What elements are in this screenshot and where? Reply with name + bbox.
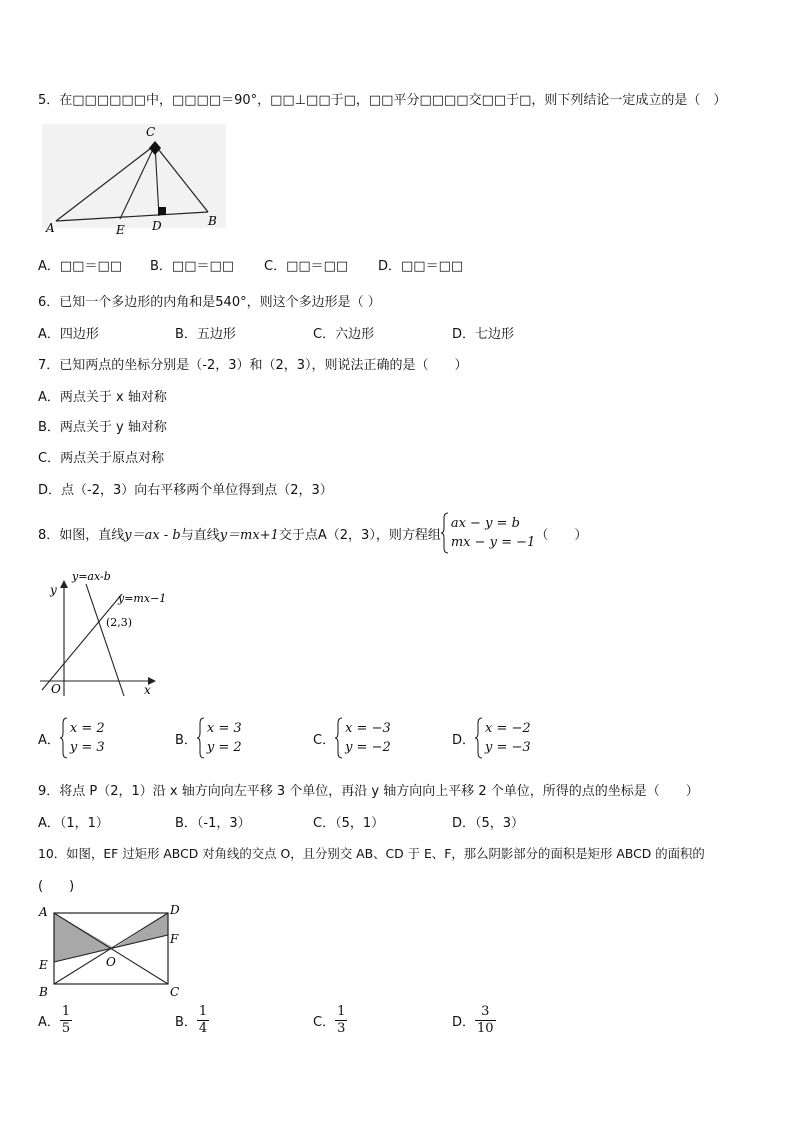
q5-option-a[interactable]: A．□□＝□□ <box>38 259 123 274</box>
q6-option-c[interactable]: C．六边形 <box>313 327 375 342</box>
brace-icon <box>441 512 449 554</box>
q10-option-c-denominator: 3 <box>337 1021 346 1036</box>
q8-line1-equation: y＝ax - b <box>124 527 181 543</box>
q8-label-origin: O <box>51 682 61 696</box>
q8-figure <box>36 566 166 700</box>
q10-option-c-numerator: 1 <box>337 1004 346 1019</box>
q8-label-x-axis: x <box>144 683 151 697</box>
q8-equation-system <box>441 514 535 552</box>
q10-label-o: O <box>106 955 116 969</box>
q10-label-d: D <box>170 903 180 917</box>
q8-option-c-x: x = −3 <box>345 721 391 736</box>
q10-label-f: F <box>170 932 179 946</box>
q8-option-b[interactable] <box>175 719 242 757</box>
q8-option-c[interactable] <box>313 719 391 757</box>
q8-option-d-letter: D． <box>452 732 476 748</box>
q10-option-b-numerator: 1 <box>198 1004 208 1019</box>
q10-option-d[interactable] <box>452 1004 496 1037</box>
q8-y-axis-arrow-icon <box>60 580 68 588</box>
q10-option-b-fraction <box>197 1004 209 1037</box>
q8-line-mx-1 <box>42 594 122 690</box>
q8-stem-after: （ ） <box>535 527 588 543</box>
q8-option-c-y: y = −2 <box>345 740 391 755</box>
q8-label-point: (2,3) <box>106 616 133 629</box>
q6-stem: 6．已知一个多边形的内角和是540°，则这个多边形是（ ） <box>38 295 381 310</box>
q8-option-b-system <box>197 719 242 757</box>
q7-stem: 7．已知两点的坐标分别是（-2，3）和（2，3），则说法正确的是（ ） <box>38 358 468 373</box>
q8-option-d-system <box>475 719 531 757</box>
q10-option-a-denominator: 5 <box>61 1021 71 1036</box>
q10-option-d-letter: D． <box>452 1015 476 1030</box>
q10-option-d-numerator: 3 <box>475 1004 496 1021</box>
q8-option-c-letter: C． <box>313 732 336 748</box>
brace-icon <box>197 717 205 759</box>
q8-option-c-system <box>335 719 391 757</box>
q5-label-a: A <box>46 221 55 235</box>
q10-label-e: E <box>39 958 48 972</box>
q8-option-a[interactable] <box>38 719 105 757</box>
q5-label-d: D <box>152 219 162 233</box>
q10-label-b: B <box>39 985 48 999</box>
q8-label-line2: y=mx−1 <box>118 592 166 605</box>
q10-stem-continued: ( ) <box>38 879 75 894</box>
q7-option-a[interactable]: A．两点关于 x 轴对称 <box>38 390 167 405</box>
q8-option-a-x: x = 2 <box>69 721 105 736</box>
q8-option-a-system <box>60 719 105 757</box>
q8-equation-1: ax − y = b <box>450 516 520 531</box>
q8-option-b-y: y = 2 <box>206 740 242 755</box>
q10-stem: 10．如图，EF 过矩形 ABCD 对角线的交点 O，且分别交 AB、CD 于 E、F，那么阴影部分的面积是矩形 ABCD 的面积的 <box>38 846 705 861</box>
q10-label-c: C <box>170 985 180 999</box>
q8-option-d-y: y = −3 <box>485 740 531 755</box>
q10-option-d-denominator: 10 <box>477 1021 494 1036</box>
q7-option-c[interactable]: C．两点关于原点对称 <box>38 451 165 466</box>
q10-option-a-letter: A． <box>38 1015 60 1030</box>
q10-option-c[interactable] <box>313 1004 347 1037</box>
q5-label-b: B <box>208 214 217 228</box>
q5-option-c[interactable]: C．□□＝□□ <box>264 259 349 274</box>
q10-option-a[interactable] <box>38 1004 72 1037</box>
q6-option-b[interactable]: B．五边形 <box>175 327 236 342</box>
q5-right-angle-mark-d <box>158 207 166 215</box>
q10-figure <box>36 900 186 1000</box>
q10-option-c-letter: C． <box>313 1015 336 1030</box>
q5-option-d[interactable]: D．□□＝□□ <box>378 259 464 274</box>
q9-stem: 9．将点 P（2，1）沿 x 轴方向向左平移 3 个单位，再沿 y 轴方向向上平移 2 个单位，所得的点的坐标是（ ） <box>38 784 699 799</box>
q8-option-d[interactable] <box>452 719 531 757</box>
q8-option-b-letter: B． <box>175 732 197 748</box>
q8-option-a-letter: A． <box>38 732 60 748</box>
q8-line2-equation: y＝mx+1 <box>219 527 279 543</box>
q8-equation-2: mx − y = −1 <box>450 535 536 550</box>
q5-figure <box>38 122 230 236</box>
q8-option-a-y: y = 3 <box>69 740 105 755</box>
q8-option-d-x: x = −2 <box>485 721 531 736</box>
q9-option-b[interactable]: B．（-1，3） <box>175 816 251 831</box>
q5-label-c: C <box>146 125 156 139</box>
brace-icon <box>60 717 68 759</box>
q10-option-d-fraction <box>475 1004 496 1037</box>
q10-option-a-fraction <box>60 1004 72 1037</box>
q8-stem-mid2: 交于点 <box>278 527 318 543</box>
q10-option-a-numerator: 1 <box>61 1004 71 1019</box>
q10-option-b[interactable] <box>175 1004 209 1037</box>
q10-label-a: A <box>39 905 48 919</box>
q9-option-c[interactable]: C．（5，1） <box>313 816 385 831</box>
q9-option-d[interactable]: D．（5，3） <box>452 816 525 831</box>
q8-option-b-x: x = 3 <box>206 721 242 736</box>
q10-option-b-letter: B． <box>175 1015 197 1030</box>
q7-option-b[interactable]: B．两点关于 y 轴对称 <box>38 420 167 435</box>
q6-option-d[interactable]: D．七边形 <box>452 327 515 342</box>
q5-label-e: E <box>116 223 125 236</box>
q10-option-b-denominator: 4 <box>198 1021 208 1036</box>
q6-option-a[interactable]: A．四边形 <box>38 327 99 342</box>
q8-stem <box>38 511 587 555</box>
q8-stem-before: 8．如图，直线 <box>38 527 125 543</box>
q8-point: A（2，3），则方程组 <box>317 527 441 543</box>
q8-label-y-axis: y <box>50 583 57 597</box>
q10-option-c-fraction <box>335 1004 347 1037</box>
q5-stem: 5．在□□□□□□中，□□□□＝90°，□□⊥□□于□，□□平分□□□□交□□于□，则下列结论一定成立的是（ ） <box>38 93 727 108</box>
q9-option-a[interactable]: A．（1，1） <box>38 816 109 831</box>
q8-label-line1: y=ax-b <box>72 570 111 583</box>
brace-icon <box>335 717 343 759</box>
q5-option-b[interactable]: B．□□＝□□ <box>150 259 235 274</box>
q8-stem-mid1: 与直线 <box>180 527 220 543</box>
brace-icon <box>475 717 483 759</box>
q7-option-d[interactable]: D．点（-2，3）向右平移两个单位得到点（2，3） <box>38 483 333 498</box>
